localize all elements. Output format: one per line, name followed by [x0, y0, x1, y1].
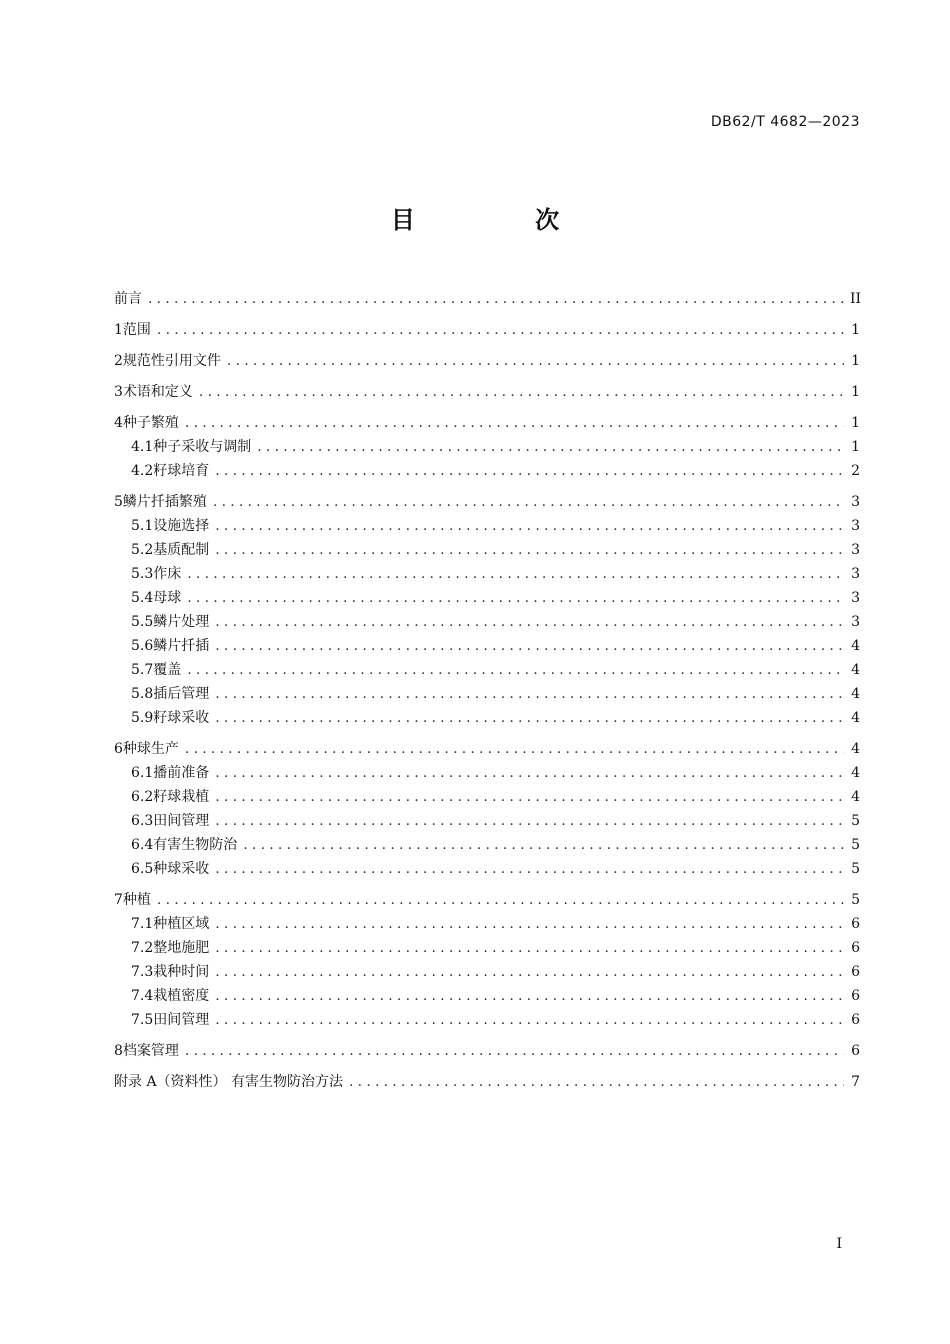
toc-dot-leader	[215, 682, 844, 706]
toc-entry-page: 4	[851, 686, 860, 702]
toc-dot-leader	[185, 411, 844, 435]
toc-entry[interactable]	[114, 514, 860, 538]
toc-entry[interactable]	[114, 538, 860, 562]
toc-entry-number: 2	[114, 353, 123, 369]
toc-entry-page: 6	[851, 916, 860, 932]
toc-entry-number: 5.7	[131, 662, 154, 678]
toc-dot-leader	[349, 1070, 844, 1094]
toc-entry[interactable]	[114, 682, 860, 706]
toc-entry[interactable]	[114, 318, 860, 342]
toc-entry-page: 1	[851, 353, 860, 369]
toc-entry-page: 4	[851, 638, 860, 654]
toc-dot-leader	[215, 912, 844, 936]
toc-entry[interactable]	[114, 411, 860, 435]
toc-entry-number: 7.5	[131, 1012, 154, 1028]
toc-entry-number: 7.4	[131, 988, 154, 1004]
toc-entry-page: 4	[851, 662, 860, 678]
toc-entry-label: 插后管理	[153, 686, 210, 702]
toc-dot-leader	[187, 586, 844, 610]
toc-entry-page: 1	[851, 415, 860, 431]
toc-entry[interactable]	[114, 1039, 860, 1063]
toc-entry-label: 术语和定义	[122, 384, 193, 400]
toc-entry-label: 籽球培育	[153, 463, 210, 479]
toc-entry-number: 7.3	[131, 964, 154, 980]
toc-dot-leader	[215, 809, 844, 833]
toc-entry-label: 种球采收	[153, 861, 210, 877]
toc-dot-leader	[215, 936, 844, 960]
toc-entry-page: II	[850, 291, 862, 307]
toc-dot-leader	[227, 349, 844, 373]
toc-entry[interactable]	[114, 737, 860, 761]
toc-entry[interactable]	[114, 761, 860, 785]
toc-entry[interactable]	[114, 706, 860, 730]
toc-entry-page: 4	[851, 710, 860, 726]
toc-entry-page: 1	[851, 384, 860, 400]
toc-dot-leader	[148, 287, 844, 311]
toc-dot-leader	[215, 1008, 844, 1032]
toc-entry-page: 6	[851, 940, 860, 956]
toc-entry[interactable]	[114, 634, 860, 658]
toc-entry-page: 3	[851, 614, 860, 630]
toc-entry-page: 3	[851, 518, 860, 534]
toc-entry-label: 作床	[153, 566, 182, 582]
toc-entry-page: 1	[851, 439, 860, 455]
toc-entry-number: 7.2	[131, 940, 154, 956]
toc-entry-label: 规范性引用文件	[122, 353, 221, 369]
toc-entry[interactable]	[114, 435, 860, 459]
toc-entry-label: 田间管理	[153, 813, 210, 829]
toc-entry-page: 4	[851, 789, 860, 805]
toc-entry-number: 5.9	[131, 710, 154, 726]
toc-dot-leader	[257, 435, 844, 459]
toc-entry-number: 6	[114, 741, 123, 757]
toc-entry-number: 7	[114, 892, 123, 908]
toc-entry-page: 5	[851, 861, 860, 877]
toc-dot-leader	[215, 610, 844, 634]
toc-dot-leader	[215, 761, 844, 785]
toc-entry-number: 6.2	[131, 789, 154, 805]
toc-dot-leader	[215, 634, 844, 658]
toc-entry[interactable]	[114, 960, 860, 984]
toc-entry[interactable]	[114, 936, 860, 960]
toc-entry[interactable]	[114, 490, 860, 514]
toc-dot-leader	[215, 984, 844, 1008]
toc-entry-page: 3	[851, 590, 860, 606]
toc-entry[interactable]	[114, 459, 860, 483]
toc-entry-label: 设施选择	[153, 518, 210, 534]
toc-entry-label: 前言	[114, 291, 142, 307]
toc-entry-page: 7	[851, 1074, 860, 1090]
toc-entry-number: 4	[114, 415, 123, 431]
toc-entry-number: 4.1	[131, 439, 154, 455]
toc-dot-leader	[185, 737, 844, 761]
toc-entry[interactable]	[114, 809, 860, 833]
document-code: DB62/T 4682—2023	[710, 114, 860, 130]
toc-dot-leader	[187, 562, 844, 586]
toc-entry-label: 基质配制	[153, 542, 210, 558]
toc-entry-page: 3	[851, 566, 860, 582]
toc-entry-label: 种子采收与调制	[153, 439, 252, 455]
toc-entry-number: 6.1	[131, 765, 154, 781]
toc-entry-page: 4	[851, 741, 860, 757]
toc-entry-page: 3	[851, 542, 860, 558]
toc-entry-label: 籽球栽植	[153, 789, 210, 805]
toc-entry-number: 4.2	[131, 463, 154, 479]
toc-entry-label: 覆盖	[153, 662, 182, 678]
toc-entry[interactable]	[114, 349, 860, 373]
toc-entry-label: 有害生物防治	[153, 837, 238, 853]
toc-entry[interactable]	[114, 586, 860, 610]
toc-entry[interactable]	[114, 610, 860, 634]
toc-entry-number: 5.2	[131, 542, 154, 558]
toc-entry-page: 6	[851, 988, 860, 1004]
toc-entry-page: 3	[851, 494, 860, 510]
toc-entry[interactable]	[114, 1070, 860, 1094]
toc-dot-leader	[215, 785, 844, 809]
toc-dot-leader	[243, 833, 844, 857]
toc-entry[interactable]	[114, 380, 860, 404]
toc-entry-number: 5.8	[131, 686, 154, 702]
toc-entry-number: 6.5	[131, 861, 154, 877]
toc-dot-leader	[215, 514, 844, 538]
toc-entry[interactable]	[114, 562, 860, 586]
toc-entry-label: 种子繁殖	[122, 415, 179, 431]
toc-entry[interactable]	[114, 833, 860, 857]
toc-entry-label: 播前准备	[153, 765, 210, 781]
toc-entry-label: 附录 A（资料性） 有害生物防治方法	[114, 1074, 344, 1090]
toc-entry-label: 鳞片扦插繁殖	[122, 494, 207, 510]
toc-entry-label: 栽种时间	[153, 964, 210, 980]
toc-entry[interactable]	[114, 888, 860, 912]
toc-entry-page: 2	[851, 463, 860, 479]
toc-entry[interactable]	[114, 287, 860, 311]
table-of-contents	[114, 287, 860, 1094]
toc-entry-label: 鳞片处理	[153, 614, 210, 630]
page-number: I	[836, 1236, 842, 1252]
toc-entry-page: 5	[851, 892, 860, 908]
toc-entry-number: 1	[114, 322, 123, 338]
toc-entry-page: 6	[851, 964, 860, 980]
toc-entry-number: 7.1	[131, 916, 154, 932]
toc-dot-leader	[215, 960, 844, 984]
toc-entry-label: 栽植密度	[153, 988, 210, 1004]
toc-dot-leader	[215, 857, 844, 881]
toc-entry[interactable]	[114, 1008, 860, 1032]
toc-entry-label: 种球生产	[122, 741, 179, 757]
toc-entry-label: 种植	[122, 892, 151, 908]
toc-entry[interactable]	[114, 984, 860, 1008]
toc-dot-leader	[157, 888, 844, 912]
toc-entry-number: 6.3	[131, 813, 154, 829]
toc-entry-number: 5.3	[131, 566, 154, 582]
toc-entry-label: 田间管理	[153, 1012, 210, 1028]
toc-dot-leader	[157, 318, 844, 342]
toc-dot-leader	[213, 490, 844, 514]
toc-entry-label: 整地施肥	[153, 940, 210, 956]
toc-entry-page: 4	[851, 765, 860, 781]
toc-entry-label: 种植区域	[153, 916, 210, 932]
toc-entry-number: 5.5	[131, 614, 154, 630]
toc-entry-page: 5	[851, 813, 860, 829]
toc-entry-number: 5.6	[131, 638, 154, 654]
toc-dot-leader	[199, 380, 844, 404]
toc-entry-number: 5	[114, 494, 123, 510]
toc-entry[interactable]	[114, 658, 860, 682]
toc-entry-label: 母球	[153, 590, 182, 606]
toc-entry-number: 3	[114, 384, 123, 400]
toc-dot-leader	[187, 658, 844, 682]
toc-entry-page: 6	[851, 1043, 860, 1059]
toc-entry-label: 范围	[122, 322, 151, 338]
toc-entry[interactable]	[114, 912, 860, 936]
toc-dot-leader	[215, 706, 844, 730]
toc-dot-leader	[185, 1039, 844, 1063]
page-title: 目 次	[390, 206, 616, 234]
toc-entry-number: 6.4	[131, 837, 154, 853]
toc-entry-label: 鳞片扦插	[153, 638, 210, 654]
toc-entry-number: 5.1	[131, 518, 154, 534]
toc-entry-number: 8	[114, 1043, 123, 1059]
toc-entry-page: 6	[851, 1012, 860, 1028]
toc-entry[interactable]	[114, 857, 860, 881]
toc-entry-label: 籽球采收	[153, 710, 210, 726]
toc-entry-number: 5.4	[131, 590, 154, 606]
toc-entry-page: 1	[851, 322, 860, 338]
toc-entry-label: 档案管理	[122, 1043, 179, 1059]
toc-entry[interactable]	[114, 785, 860, 809]
toc-entry-page: 5	[851, 837, 860, 853]
toc-dot-leader	[215, 538, 844, 562]
toc-dot-leader	[215, 459, 844, 483]
